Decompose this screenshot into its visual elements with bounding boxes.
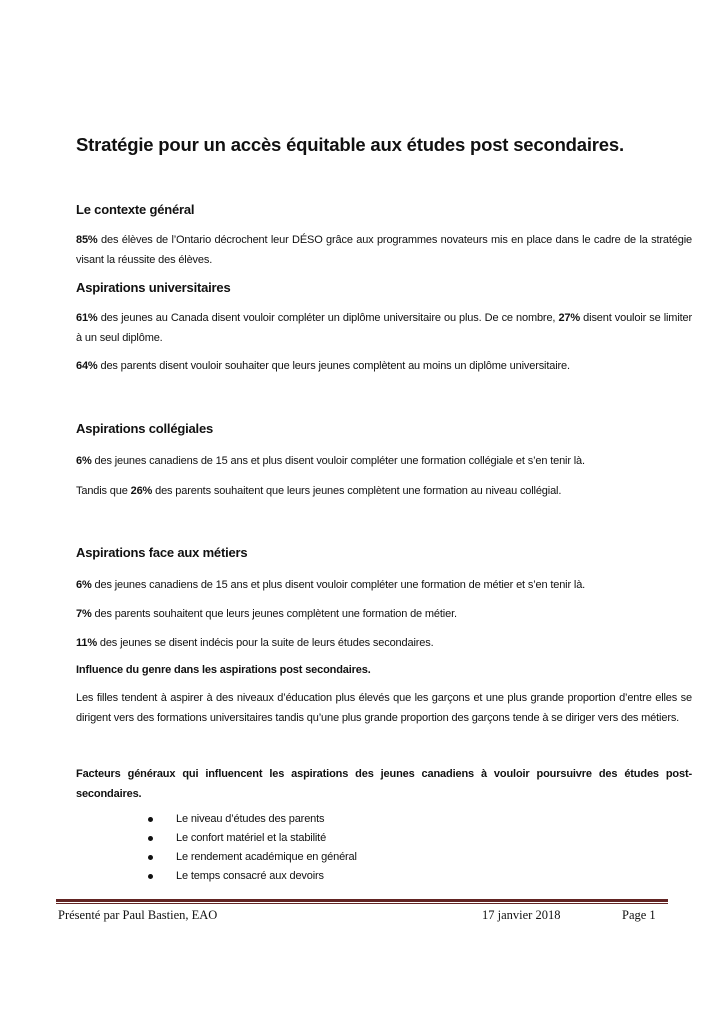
paragraph-metiers-1	[76, 575, 585, 595]
footer-rule-thin	[56, 903, 668, 904]
list-item-text: Le confort matériel et la stabilité	[176, 832, 327, 844]
paragraph-text: des jeunes canadiens de 15 ans et plus disent vouloir compléter une formation de métier et s’en tenir là.	[91, 579, 586, 591]
list-item-text: Le temps consacré aux devoirs	[176, 870, 324, 882]
heading-universitaires: Aspirations universitaires	[76, 280, 231, 295]
paragraph-collegiales-1	[76, 451, 585, 471]
list-item	[148, 848, 357, 867]
paragraph-text: des parents souhaitent que leurs jeunes complètent une formation de métier.	[91, 608, 457, 620]
bullet-icon	[148, 855, 153, 860]
facteurs-list	[148, 810, 357, 886]
heading-genre: Influence du genre dans les aspirations post secondaires.	[76, 664, 371, 676]
list-item-text: Le niveau d’études des parents	[176, 813, 325, 825]
paragraph-collegiales-2	[76, 481, 561, 501]
bullet-icon	[148, 874, 153, 879]
paragraph-text: des jeunes au Canada disent vouloir compléter un diplôme universitaire ou plus. De ce nombre,	[97, 312, 559, 324]
paragraph-genre: Les filles tendent à aspirer à des niveaux d’éducation plus élevés que les garçons et une plus grande proportion d’entre elles se dirigent vers des formations universitaires tandis qu’une plus grande proportion des garçons tende à se diriger vers des métiers.	[76, 692, 692, 724]
stat-11: 11%	[76, 637, 97, 649]
stat-7: 7%	[76, 608, 92, 620]
footer-page-number: Page 1	[622, 908, 656, 922]
document-title: Stratégie pour un accès équitable aux études post secondaires.	[76, 134, 624, 155]
paragraph-text: Tandis que	[76, 485, 131, 497]
heading-contexte: Le contexte général	[76, 202, 195, 217]
heading-collegiales: Aspirations collégiales	[76, 421, 214, 436]
stat-6-college: 6%	[76, 455, 92, 467]
stat-64: 64%	[76, 360, 98, 372]
heading-metiers: Aspirations face aux métiers	[76, 545, 248, 560]
stat-85: 85%	[76, 234, 98, 246]
list-item-text: Le rendement académique en général	[176, 851, 357, 863]
paragraph-text: des jeunes canadiens de 15 ans et plus disent vouloir compléter une formation collégiale et s’en tenir là.	[91, 455, 585, 467]
stat-27: 27%	[558, 312, 581, 324]
footer-author: Présenté par Paul Bastien, EAO	[58, 908, 218, 922]
heading-facteurs: Facteurs généraux qui influencent les aspirations des jeunes canadiens à vouloir poursuivre des études post-secondaires.	[76, 768, 692, 800]
bullet-icon	[148, 817, 153, 822]
bullet-icon	[148, 836, 153, 841]
list-item	[148, 829, 357, 848]
paragraph-text: des élèves de l’Ontario décrochent leur DÉSO grâce aux programmes novateurs mis en place dans le cadre de la stratégie visant la réussite des élèves.	[76, 234, 692, 266]
paragraph-text: disent vouloir se limiter à un seul diplôme.	[76, 312, 693, 344]
stat-6-metier: 6%	[76, 579, 92, 591]
paragraph-text: des parents disent vouloir souhaiter que leurs jeunes complètent au moins un diplôme universitaire.	[97, 360, 570, 372]
footer-date: 17 janvier 2018	[482, 908, 561, 922]
paragraph-universitaires-1	[76, 308, 692, 348]
stat-26: 26%	[130, 485, 153, 497]
paragraph-text: des parents souhaitent que leurs jeunes complètent une formation au niveau collégial.	[152, 485, 562, 497]
paragraph-universitaires-2	[76, 356, 570, 376]
paragraph-text: des jeunes se disent indécis pour la suite de leurs études secondaires.	[96, 637, 434, 649]
list-item	[148, 810, 357, 829]
paragraph-metiers-3	[76, 633, 434, 653]
paragraph-metiers-2	[76, 604, 457, 624]
stat-61: 61%	[76, 312, 98, 324]
paragraph-contexte	[76, 230, 692, 270]
list-item	[148, 867, 357, 886]
footer-rule-thick	[56, 899, 668, 902]
